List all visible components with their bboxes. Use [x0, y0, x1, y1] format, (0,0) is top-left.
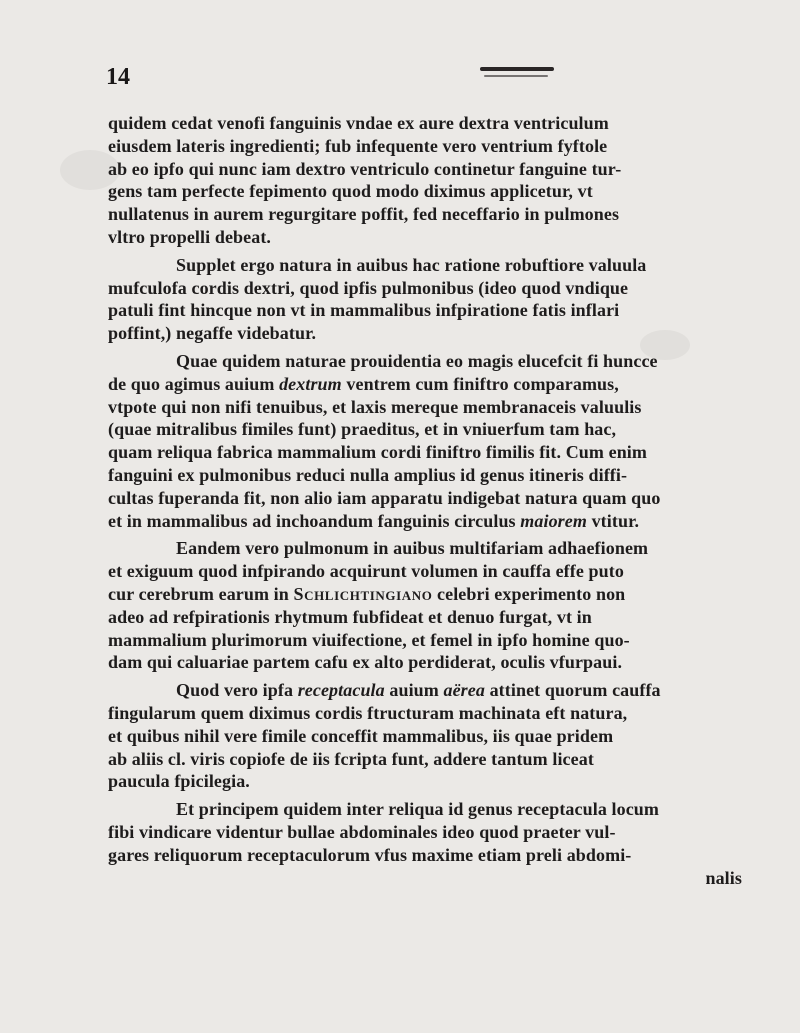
text-line: (quae mitralibus fimiles funt) praeditus, et in vniuerfum tam hac, — [108, 419, 617, 440]
text-line: ab aliis cl. viris copiofe de iis fcripta funt, addere tantum liceat — [108, 748, 594, 769]
text-line: fanguini ex pulmonibus reduci nulla amplius id genus itineris diffi- — [108, 464, 628, 485]
text-line: cultas fuperanda fit, non alio iam apparatu indigebat natura quam quo — [108, 487, 661, 508]
text-line: de quo agimus auium dextrum ventrem cum finiftro comparamus, — [108, 373, 619, 394]
text-line: fingularum quem diximus cordis ftructuram machinata eft natura, — [108, 702, 628, 723]
page-number: 14 — [106, 64, 130, 90]
italic-word: maiorem — [520, 510, 587, 531]
catchword: nalis — [705, 867, 742, 888]
text-line: cur cerebrum earum in Schlichtingiano celebri experimento non — [108, 583, 626, 604]
italic-word: dextrum — [279, 373, 342, 394]
text-line: patuli fint hincque non vt in mammalibus infpiratione fatis inflari — [108, 300, 620, 321]
text-line: ab eo ipfo qui nunc iam dextro ventriculo continetur fanguine tur- — [108, 158, 622, 179]
paragraph — [108, 537, 780, 674]
text-line: mammalium plurimorum viuifectione, et femel in ipfo homine quo- — [108, 629, 630, 650]
text-line: poffint,) negaffe videbatur. — [108, 323, 317, 344]
text-line: adeo ad refpirationis rhytmum fubfideat et denuo furgat, vt in — [108, 606, 592, 627]
text-line: nullatenus in aurem regurgitare poffit, fed neceffario in pulmones — [108, 204, 620, 225]
text-line: et exiguum quod infpirando acquirunt volumen in cauffa effe puto — [108, 561, 624, 582]
text-line: paucula fpicilegia. — [108, 771, 250, 792]
text-line: quidem cedat venofi fanguinis vndae ex aure dextra ventriculum — [108, 113, 609, 133]
text-line: quam reliqua fabrica mammalium cordi finiftro fimilis fit. Cum enim — [108, 442, 648, 463]
text-line: Quae quidem naturae prouidentia eo magis elucefcit fi huncce — [176, 350, 658, 371]
paragraph — [108, 350, 780, 532]
paragraph — [108, 112, 780, 249]
text-line: eiusdem lateris ingredienti; fub infequente vero ventrium fyftole — [108, 135, 608, 156]
text-line: Supplet ergo natura in auibus hac ratione robuftiore valuula — [176, 254, 647, 275]
text-line: gens tam perfecte fepimento quod modo diximus applicetur, vt — [108, 181, 593, 202]
text-line: Et principem quidem inter reliqua id genus receptacula locum — [176, 799, 660, 820]
text-line: Quod vero ipfa receptacula auium aërea attinet quorum cauffa — [176, 680, 661, 701]
paragraph — [108, 679, 780, 793]
text-line: Eandem vero pulmonum in auibus multifariam adhaefionem — [176, 538, 649, 559]
text-line: et quibus nihil vere fimile conceffit mammalibus, iis quae pridem — [108, 725, 614, 746]
text-line: dam qui caluariae partem cafu ex alto perdiderat, oculis vfurpaui. — [108, 652, 623, 673]
header-rule — [480, 67, 554, 71]
italic-word: aërea — [443, 680, 485, 701]
text-line: et in mammalibus ad inchoandum fanguinis circulus maiorem vtitur. — [108, 510, 640, 531]
header-rule — [484, 75, 548, 77]
body-text — [108, 112, 780, 889]
paragraph — [108, 254, 780, 345]
paragraph — [108, 798, 780, 889]
italic-word: receptacula — [297, 680, 385, 701]
small-caps-name: Schlichtingiano — [293, 583, 433, 604]
text-line: mufculofa cordis dextri, quod ipfis pulmonibus (ideo quod vndique — [108, 277, 629, 298]
text-line: fibi vindicare videntur bullae abdominales ideo quod praeter vul- — [108, 821, 616, 842]
text-line: vtpote qui non nifi tenuibus, et laxis mereque membranaceis valuulis — [108, 396, 642, 417]
text-line: gares reliquorum receptaculorum vfus maxime etiam preli abdomi- — [108, 844, 632, 865]
text-line: vltro propelli debeat. — [108, 226, 272, 247]
